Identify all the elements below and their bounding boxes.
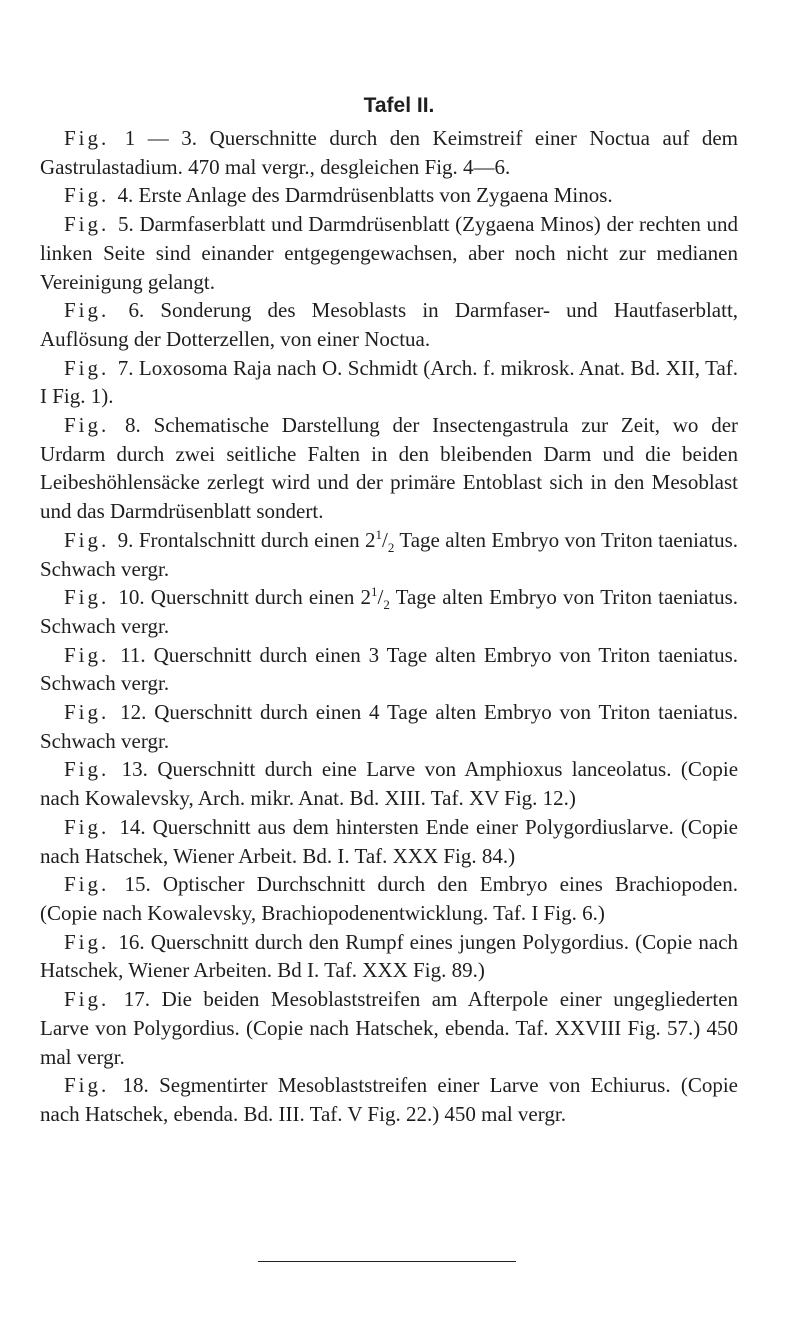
fig-number: 1 — 3. xyxy=(124,126,198,150)
fig-label: Fig. xyxy=(64,355,110,380)
fig-label: Fig. xyxy=(64,585,110,610)
fig-caption: Querschnitt durch den Rumpf eines jungen Polygordius. (Copie nach Hatschek, Wiener Arbeiten. Bd I. Taf. XXX Fig. 89.) xyxy=(40,929,739,983)
figure-entry xyxy=(40,181,738,210)
fig-caption: Loxosoma Raja nach O. Schmidt (Arch. f. mikrosk. Anat. Bd. XII, Taf. I Fig. 1). xyxy=(40,355,739,409)
fig-number: 7. xyxy=(117,355,134,380)
fig-label: Fig. xyxy=(64,1073,110,1098)
fig-label: Fig. xyxy=(64,413,110,438)
fig-number: 6. xyxy=(128,298,145,323)
plate-title: Tafel II. xyxy=(363,94,435,117)
figure-entry xyxy=(40,296,738,353)
figure-legend-list xyxy=(40,124,738,1129)
fig-number: 5. xyxy=(117,212,134,237)
figure-entry xyxy=(40,985,738,1071)
figure-entry xyxy=(40,698,738,755)
fig-caption: Schematische Darstellung der Insectengastrula zur Zeit, wo der Urdarm durch zwei seitliche Falten in den bleibenden Darm und die beiden Leibeshöhlensäcke zerlegt wird und der primäre Entoblast sich in den Mesoblast und das Darmdrüsenblatt sondert. xyxy=(40,413,739,524)
fig-label: Fig. xyxy=(64,700,110,725)
fig-caption-end: Tage alten Embryo von Triton taeniatus. Schwach vergr. xyxy=(40,527,739,581)
fig-number: 17. xyxy=(123,987,151,1012)
figure-entry xyxy=(40,1071,738,1128)
fig-number: 11. xyxy=(120,642,146,667)
fig-number: 9. xyxy=(117,527,134,552)
fig-label: Fig. xyxy=(64,527,110,552)
fig-number: 15. xyxy=(124,872,151,897)
fig-caption: Die beiden Mesoblaststreifen am Afterpole einer ungegliederten Larve von Polygordius. (Copie nach Hatschek, ebenda. Taf. XXVIII Fig. 57.) 450 mal vergr. xyxy=(40,987,739,1069)
fig-label: Fig. xyxy=(64,987,110,1012)
figure-entry xyxy=(40,641,738,698)
fig-label: Fig. xyxy=(64,298,110,323)
fig-caption: Erste Anlage des Darmdrüsenblatts von Zygaena Minos. xyxy=(138,183,613,208)
fig-caption: Querschnitte durch den Keimstreif einer Noctua auf dem Gastrulastadium. 470 mal vergr., desgleichen Fig. 4—6. xyxy=(40,126,738,179)
fig-number: 10. xyxy=(118,585,145,610)
figure-entry xyxy=(40,928,738,985)
fig-number: 12. xyxy=(120,700,147,725)
fig-number: 13. xyxy=(121,757,148,782)
figure-entry xyxy=(40,870,738,927)
fig-number: 8. xyxy=(125,413,141,438)
fig-label: Fig. xyxy=(64,183,110,208)
fig-number: 14. xyxy=(119,814,146,839)
fig-label: Fig. xyxy=(64,872,110,897)
fig-caption-start: Querschnitt durch einen 2 xyxy=(150,585,371,610)
plate-legend xyxy=(40,92,738,1129)
figure-entry xyxy=(40,813,738,870)
fig-caption: Darmfaserblatt und Darmdrüsenblatt (Zygaena Minos) der rechten und linken Seite sind einander entgegengewachsen, aber noch nicht zur medianen Vereinigung gelangt. xyxy=(40,212,739,294)
figure-entry xyxy=(40,583,738,640)
fig-caption-start: Frontalschnitt durch einen 2 xyxy=(138,527,376,552)
fraction-denominator: 2 xyxy=(387,540,395,556)
fig-label: Fig. xyxy=(64,929,110,954)
fig-label: Fig. xyxy=(64,814,110,839)
fig-label: Fig. xyxy=(64,642,110,667)
figure-entry xyxy=(40,755,738,812)
figure-entry xyxy=(40,124,738,181)
closing-rule xyxy=(258,1261,516,1262)
fig-caption: Querschnitt aus dem hintersten Ende einer Polygordiuslarve. (Copie nach Hatschek, Wiener Arbeit. Bd. I. Taf. XXX Fig. 84.) xyxy=(40,814,738,868)
fig-label: Fig. xyxy=(64,212,110,237)
fig-number: 18. xyxy=(122,1073,149,1098)
fraction-numerator: 1 xyxy=(375,526,382,542)
fraction: $^1/_2$ xyxy=(375,526,395,556)
fig-caption: Querschnitt durch eine Larve von Amphioxus lanceolatus. (Copie nach Kowalevsky, Arch. mikr. Anat. Bd. XIII. Taf. XV Fig. 12.) xyxy=(40,757,739,811)
figure-entry xyxy=(40,526,738,583)
fraction-denominator: 2 xyxy=(383,597,390,613)
fig-caption: Sonderung des Mesoblasts in Darmfaser- und Hautfaserblatt, Auflösung der Dotterzellen, von einer Noctua. xyxy=(40,298,739,351)
fig-caption: Querschnitt durch einen 3 Tage alten Embryo von Triton taeniatus. Schwach vergr. xyxy=(40,642,738,696)
fig-caption: Optischer Durchschnitt durch den Embryo eines Brachiopoden. (Copie nach Kowalevsky, Brachiopodenentwicklung. Taf. I Fig. 6.) xyxy=(40,872,738,925)
fig-caption-end: Tage alten Embryo von Triton taeniatus. Schwach vergr. xyxy=(40,585,738,638)
fraction-numerator: 1 xyxy=(370,584,378,600)
figure-entry xyxy=(40,210,738,296)
figure-entry xyxy=(40,354,738,411)
figure-entry xyxy=(40,411,738,526)
fig-caption: Querschnitt durch einen 4 Tage alten Embryo von Triton taeniatus. Schwach vergr. xyxy=(40,700,739,753)
fig-caption: Segmentirter Mesoblaststreifen einer Larve von Echiurus. (Copie nach Hatschek, ebenda. Bd. III. Taf. V Fig. 22.) 450 mal vergr. xyxy=(40,1073,739,1126)
fig-label: Fig. xyxy=(64,126,110,150)
fig-number: 16. xyxy=(118,929,145,954)
fig-label: Fig. xyxy=(64,757,110,782)
fraction: $^1/_2$ xyxy=(370,584,390,613)
fig-number: 4. xyxy=(117,183,134,208)
